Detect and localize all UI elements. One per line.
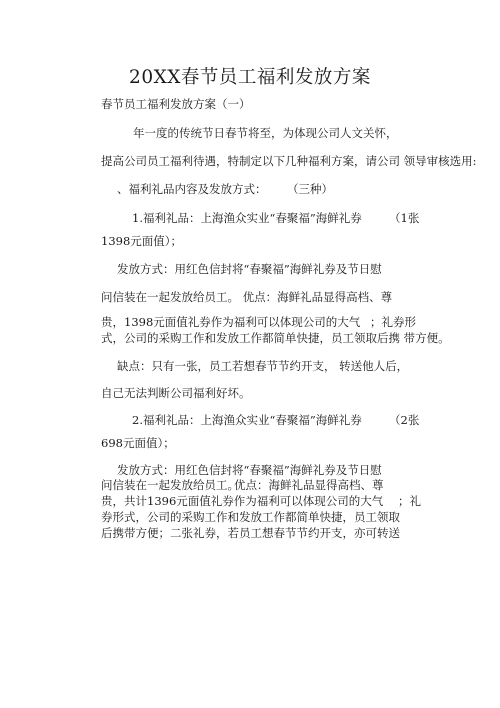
paragraph-line: 提高公司员工福利待遇，特制定以下几种福利方案，请公司 领导审核选用: xyxy=(101,154,477,168)
paragraph-line: 贵，1398元面值礼券作为福利可以体现公司的大气 xyxy=(101,315,361,329)
list-heading-count: （三种） xyxy=(287,182,333,196)
paragraph-line: 后携带方便；二张礼券，若员工想春节节约开支，亦可转送 xyxy=(101,526,400,540)
paragraph-line: 券形式，公司的采购工作和发放工作都简单快捷，员工领取 xyxy=(101,510,400,524)
paragraph-line: 发放方式：用红色信封将“春聚福”海鲜礼券及节日慰 xyxy=(117,262,382,276)
paragraph-line: 发放方式：用红色信封将“春聚福”海鲜礼券及节日慰 xyxy=(117,463,382,477)
benefit-item-2-qty: （2张 xyxy=(389,413,420,427)
paragraph-line: ；礼券形 xyxy=(370,315,416,329)
paragraph-line: 优点：海鲜礼品显得高档、尊 xyxy=(234,478,384,492)
benefit-item-1-value: 1398元面值）； xyxy=(101,234,183,248)
paragraph-line: 式，公司的采购工作和发放工作都简单快捷，员工领取后携 带方便。 xyxy=(101,331,450,345)
benefit-item-1-qty: （1张 xyxy=(389,211,420,225)
benefit-item-2: 2.福利礼品：上海渔众实业“春聚福”海鲜礼券 xyxy=(132,413,362,427)
paragraph-line: 年一度的传统节日春节将至，为体现公司人文关怀， xyxy=(133,126,398,140)
section-heading: 春节员工福利发放方案（一） xyxy=(101,97,251,111)
paragraph-line: 问信装在一起发放给员工。 优点：海鲜礼品显得高档、尊 xyxy=(101,290,393,304)
paragraph-line: 贵，共计1396元面值礼券作为福利可以体现公司的大气 xyxy=(101,494,384,508)
paragraph-line: 自己无法判断公司福利好坏。 xyxy=(101,386,251,400)
paragraph-line: ；礼 xyxy=(398,494,421,508)
document-title: 20XX春节员工福利发放方案 xyxy=(129,67,371,88)
paragraph-line: 问信装在一起发放给员工。 xyxy=(101,478,239,492)
benefit-item-1: 1.福利礼品：上海渔众实业“春聚福”海鲜礼券 xyxy=(132,211,362,225)
paragraph-line: 缺点：只有一张，员工若想春节节约开支， 转送他人后， xyxy=(117,359,409,373)
list-heading: 、福利礼品内容及发放方式： xyxy=(117,182,267,196)
benefit-item-2-value: 698元面值）； xyxy=(101,436,175,450)
